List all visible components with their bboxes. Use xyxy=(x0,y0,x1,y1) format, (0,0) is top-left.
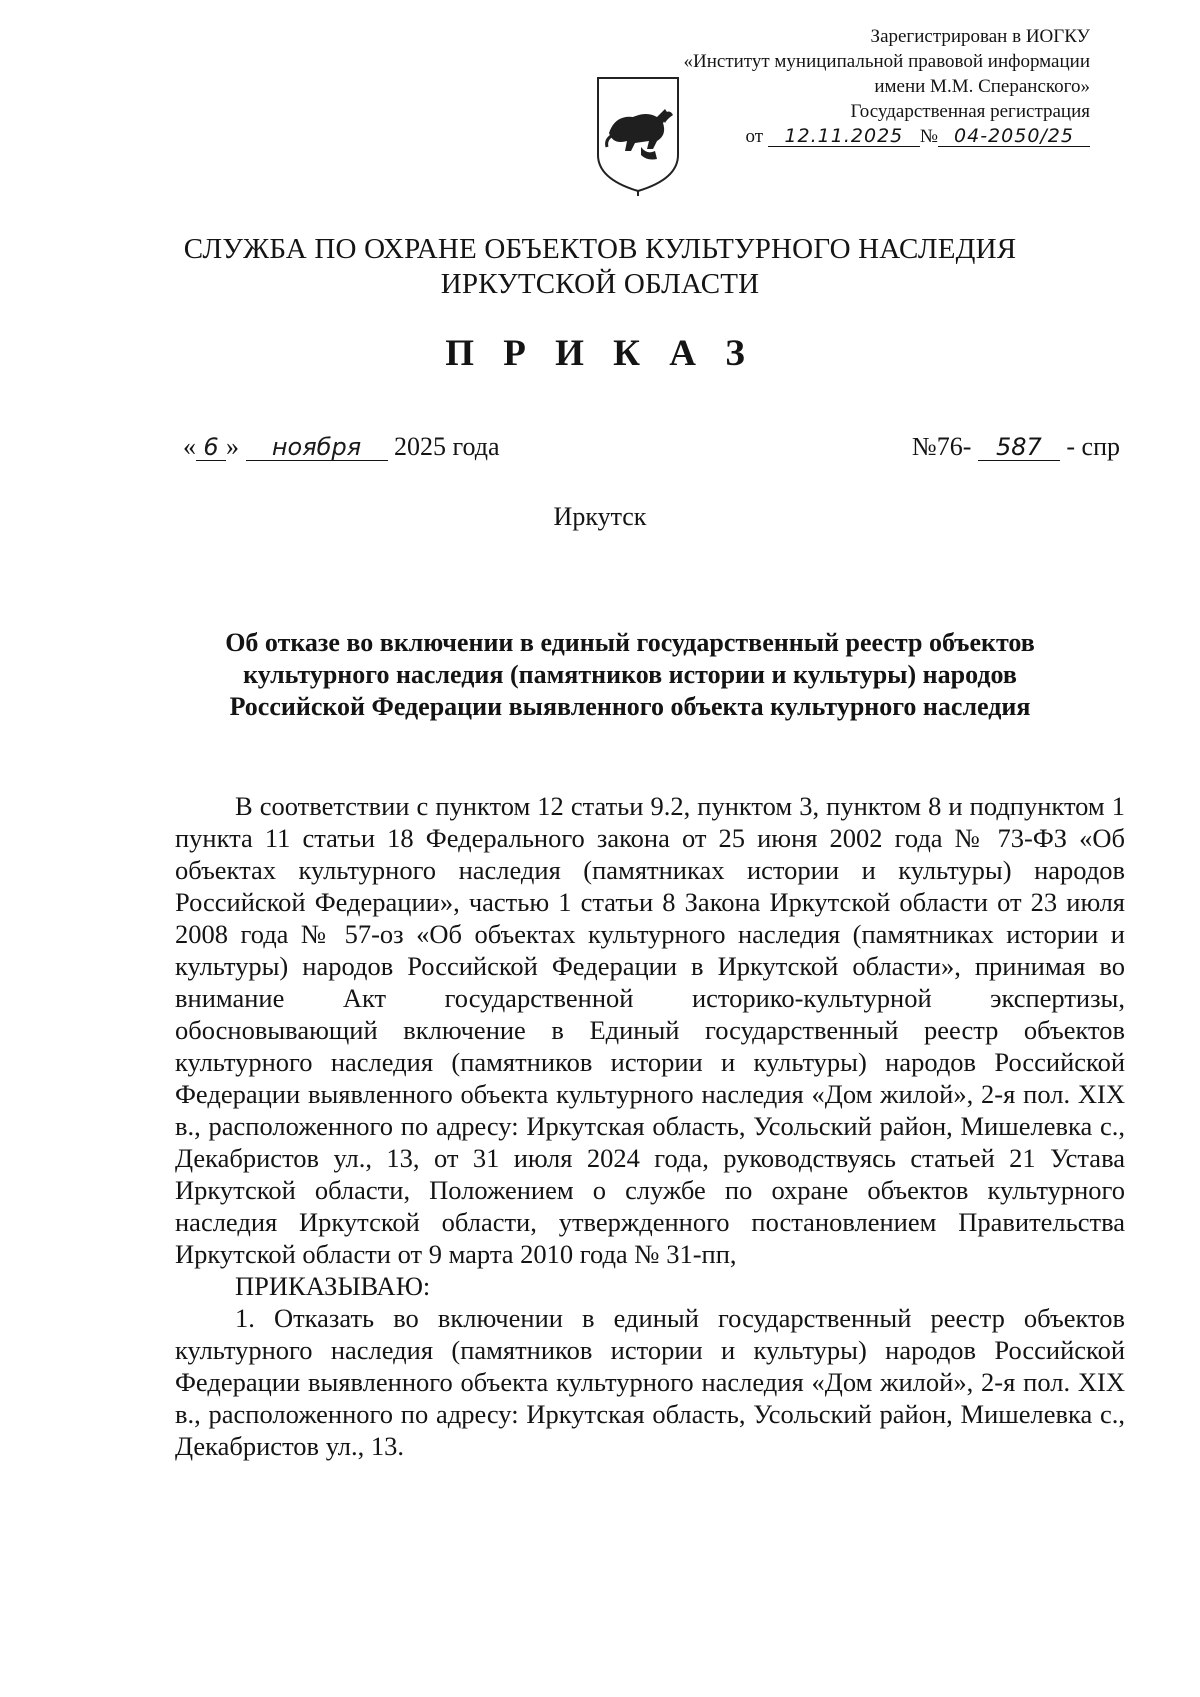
order-body xyxy=(175,790,1125,1462)
date-year: 2025 года xyxy=(394,432,500,461)
date-close-quote: » xyxy=(226,432,239,461)
city-name: Иркутск xyxy=(553,502,647,531)
registration-line-3: имени М.М. Сперанского» xyxy=(874,76,1090,97)
order-subject: Об отказе во включении в единый государственный реестр объектов культурного наследия (памятников истории и культуры) народов Российской Федерации выявленного объекта культурного наследия xyxy=(225,628,1035,721)
command-heading: ПРИКАЗЫВАЮ: xyxy=(235,1271,431,1301)
agency-name-line-1: СЛУЖБА ПО ОХРАНЕ ОБЪЕКТОВ КУЛЬТУРНОГО НАСЛЕДИЯ xyxy=(183,233,1017,265)
order-date xyxy=(183,432,500,462)
registration-number-handwritten: 04-2050/25 xyxy=(938,126,1090,147)
document-type-title: П Р И К А З xyxy=(445,333,755,374)
number-prefix: №76- xyxy=(911,432,972,461)
order-number xyxy=(912,432,1120,462)
registration-line-2: «Институт муниципальной правовой информации xyxy=(683,51,1090,72)
number-handwritten: 587 xyxy=(978,434,1060,461)
registration-line-4: Государственная регистрация xyxy=(850,101,1090,122)
number-suffix: - спр xyxy=(1066,432,1120,461)
date-open-quote: « xyxy=(183,432,196,461)
registration-from-label: от xyxy=(745,126,764,147)
agency-name xyxy=(0,232,1200,302)
date-month-handwritten: ноября xyxy=(246,434,388,461)
order-item-1: 1. Отказать во включении в единый государственный реестр объектов культурного наследия (памятников истории и культуры) народов Российской Федерации выявленного объекта культурного наследия «Дом жилой», 2-я пол. XIX в., расположенного по адресу: Иркутская область, Усольский район, Мишелевка с., Декабристов ул., 13. xyxy=(175,1303,1125,1461)
registration-number-label: № xyxy=(919,126,938,147)
agency-name-line-2: ИРКУТСКОЙ ОБЛАСТИ xyxy=(440,268,760,300)
preamble-paragraph: В соответствии с пунктом 12 статьи 9.2, пунктом 3, пунктом 8 и подпунктом 1 пункта 11 статьи 18 Федерального закона от 25 июня 2002 года № 73-ФЗ «Об объектах культурного наследия (памятниках истории и культуры) народов Российской Федерации», частью 1 статьи 8 Закона Иркутской области от 23 июля 2008 года № 57-оз «Об объектах культурного наследия (памятниках истории и культуры) народов Российской Федерации в Иркутской области», принимая во внимание Акт государственной историко-культурной экспертизы, обосновывающий включение в Единый государственный реестр объектов культурного наследия (памятников истории и культуры) народов Российской Федерации выявленного объекта культурного наследия «Дом жилой», 2-я пол. XIX в., расположенного по адресу: Иркутская область, Усольский район, Мишелевка с., Декабристов ул., 13, от 31 июля 2024 года, руководствуясь статьей 21 Устава Иркутской области, Положением о службе по охране объектов культурного наследия Иркутской области, утвержденного постановлением Правительства Иркутской области от 9 марта 2010 года № 31-пп, xyxy=(175,791,1125,1269)
registration-date-handwritten: 12.11.2025 xyxy=(768,126,920,147)
registration-line-1: Зарегистрирован в ИОГКУ xyxy=(870,26,1090,47)
date-day-handwritten: 6 xyxy=(196,434,226,461)
irkutsk-coat-of-arms-icon xyxy=(595,75,681,197)
